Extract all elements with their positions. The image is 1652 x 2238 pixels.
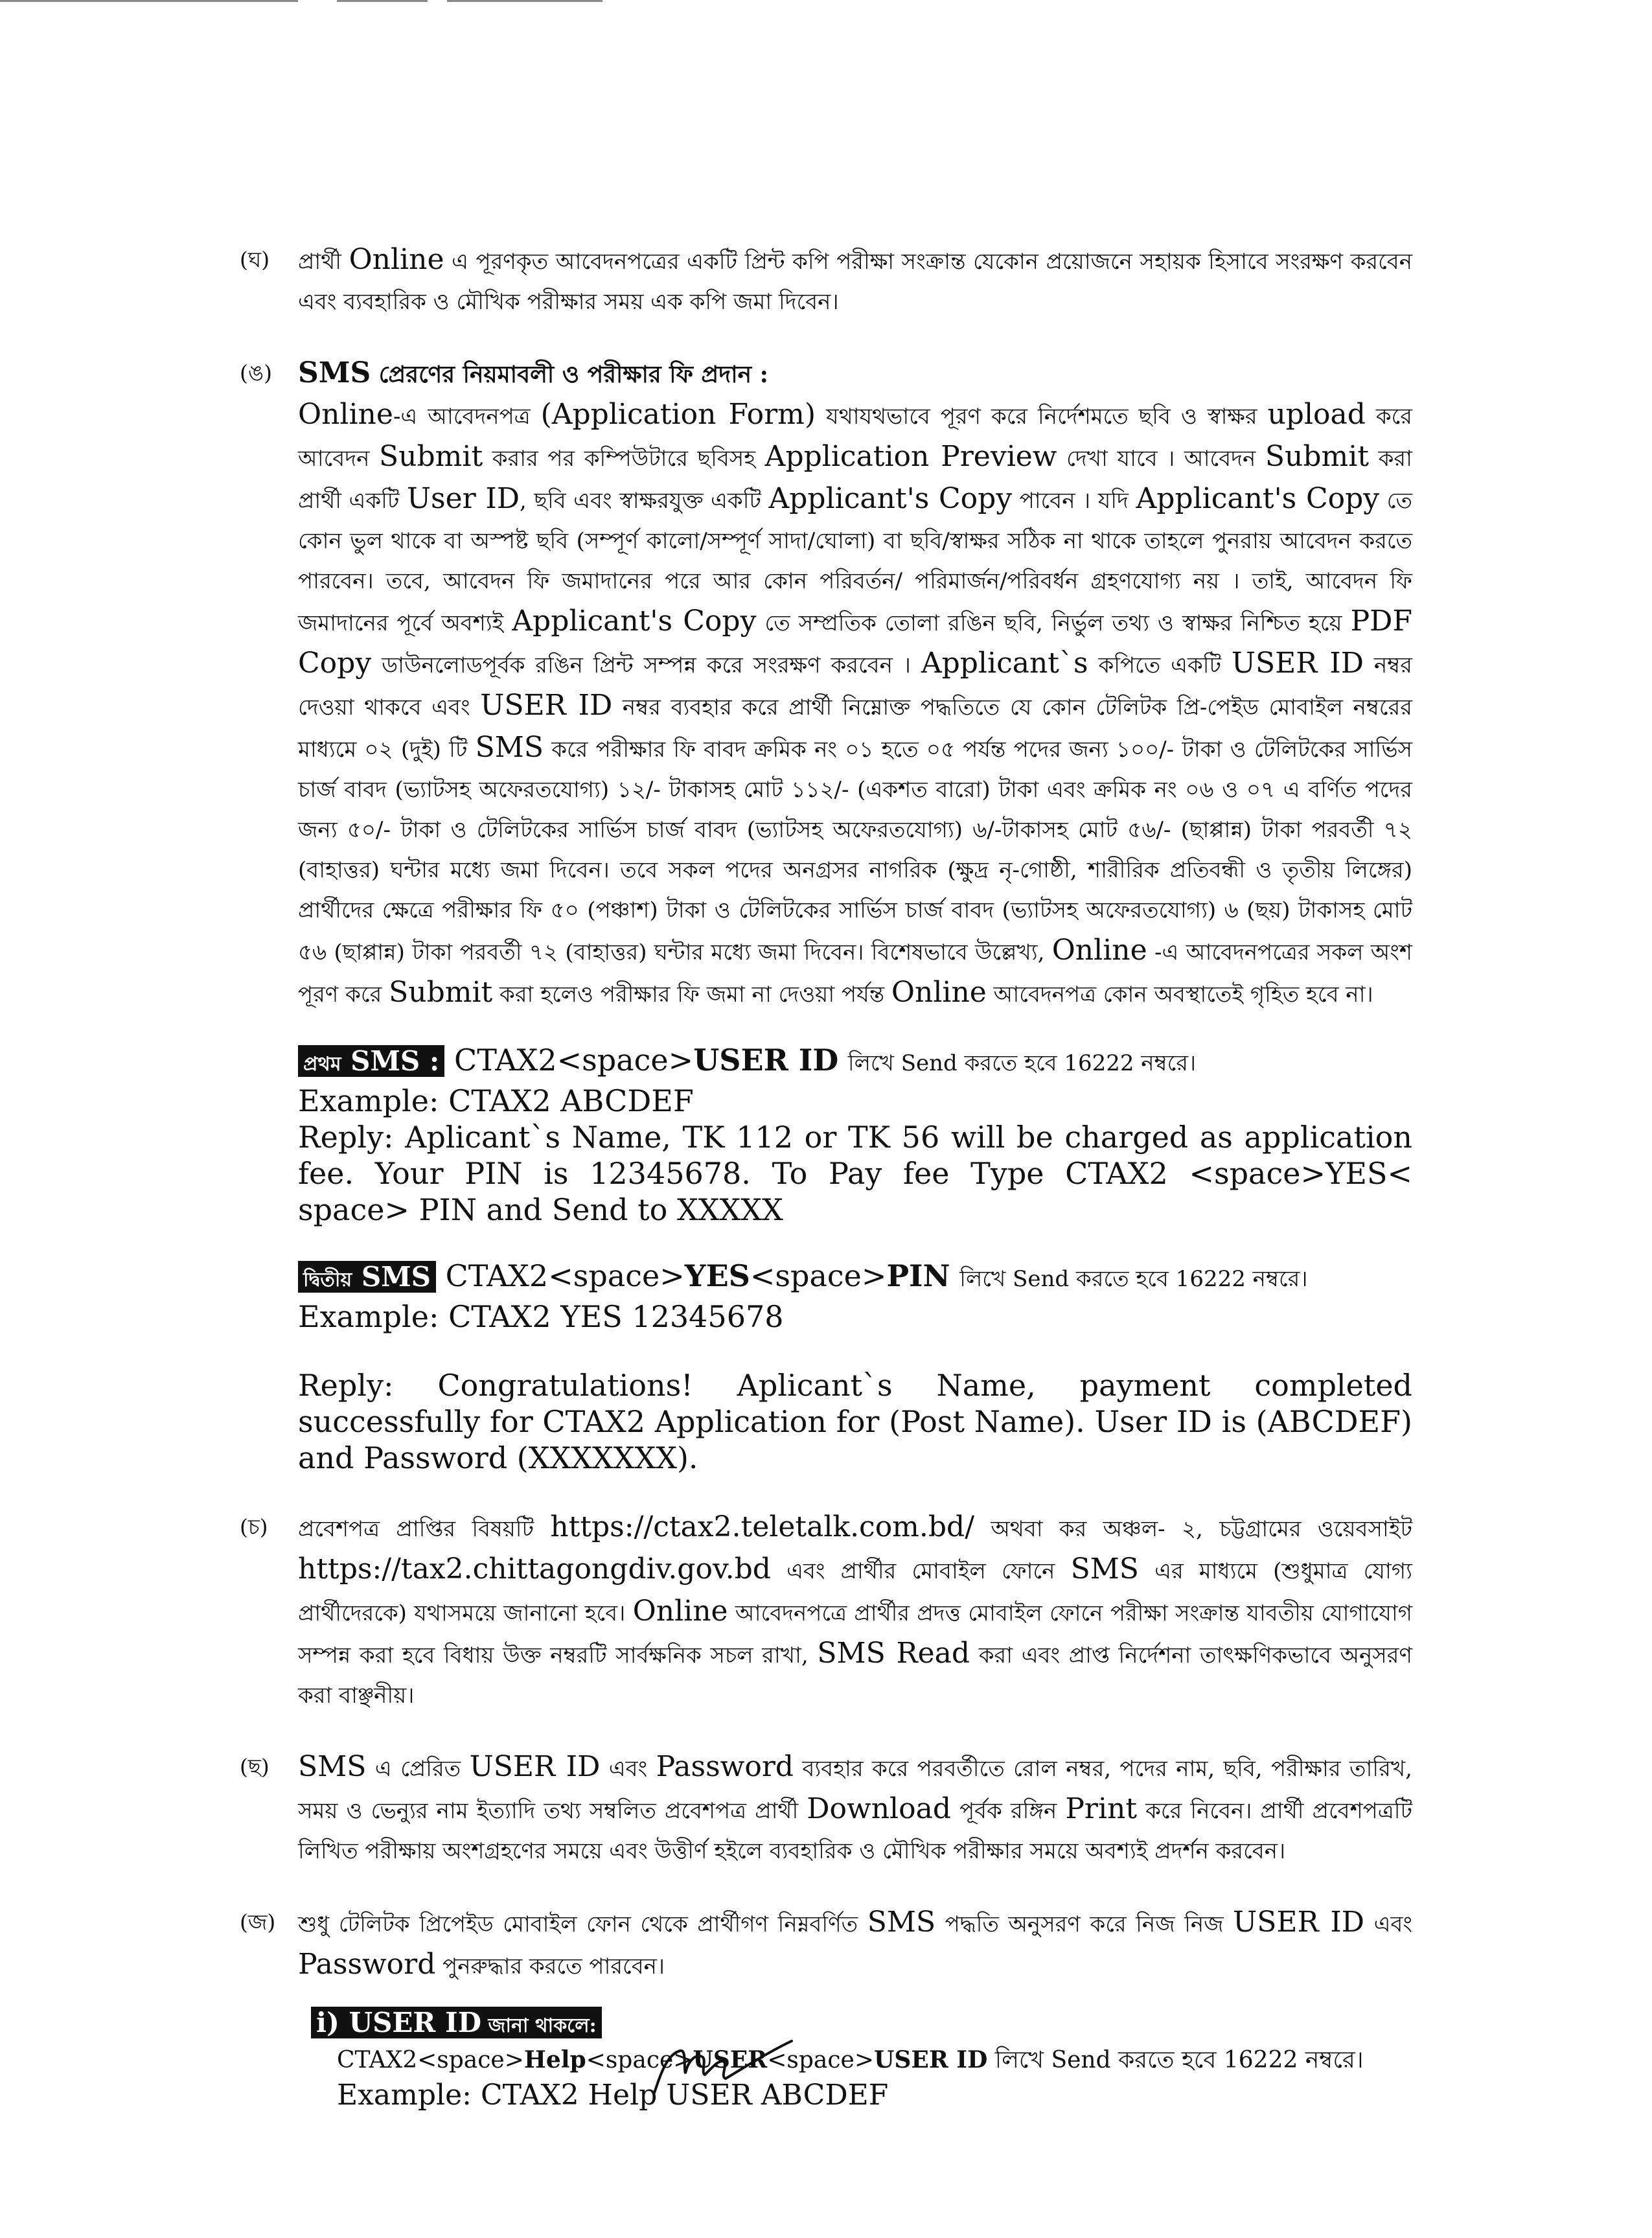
clause-chha <box>240 1747 1412 1871</box>
text-segment: Password <box>656 1750 794 1783</box>
text-segment: Online <box>632 1595 728 1628</box>
sms-reply: Reply: Aplicant`s Name, TK 112 or TK 56 will be charged as application fee. Your PIN is 12345678. To Pay fee Type CTAX2 <space>YES< space> PIN and Send to XXXXX <box>298 1120 1412 1227</box>
clause-uma <box>240 353 1412 1015</box>
clause-cha <box>240 1507 1412 1716</box>
text-segment: করা এবং প্রাপ্ত নির্দেশনা তাৎক্ষণিকভাবে অনুসরণ করা বাঞ্ছনীয়। <box>298 1643 1413 1709</box>
clause-marker: (ঙ) <box>240 360 272 386</box>
text-segment: এ প্রেরিত <box>366 1756 470 1782</box>
text-segment: আবেদনপত্রে প্রার্থীর প্রদত্ত মোবাইল ফোনে পরীক্ষা সংক্রান্ত যাবতীয় যোগাযোগ সম্পন্ন করা হবে বিধায় উক্ত নম্বরটি সার্বক্ষনিক সচল রাখা, <box>298 1600 1412 1668</box>
user-id-known-tag: i) USER ID জানা থাকলে: <box>311 2007 602 2038</box>
text-segment: প্রেরণের নিয়মাবলী ও পরীক্ষার ফি প্রদান : <box>371 361 768 388</box>
text-segment: এবং <box>1364 1911 1413 1937</box>
text-segment: করে নিবেন। প্রার্থী প্রবেশপত্রটি লিখিত পরীক্ষায় অংশগ্রহণের সময়ে এবং উত্তীর্ণ হইলে ব্যবহারিক ও মৌখিক পরীক্ষার সময়ে অবশ্যই প্রদর্শন করবেন। <box>298 1798 1412 1864</box>
text-segment: (Application Form) <box>540 398 816 431</box>
section-heading <box>298 353 1412 395</box>
clause-ja <box>240 1902 1412 1987</box>
text-segment: User ID <box>406 482 520 515</box>
text-segment: SMS Read <box>817 1637 970 1670</box>
clause-text <box>298 1747 1412 1871</box>
clause-marker: (ঘ) <box>240 247 270 272</box>
text-segment: যথাযথভাবে পূরণ করে নির্দেশমতে ছবি ও স্বাক্ষর <box>816 404 1268 430</box>
text-segment: নম্বর দেওয়া থাকবে এবং <box>298 652 1413 721</box>
text-segment: Online <box>891 976 987 1009</box>
text-segment: , ছবি এবং স্বাক্ষরযুক্ত একটি <box>520 488 769 514</box>
text-segment: করার পর কম্পিউটারে ছবিসহ <box>483 446 765 472</box>
text-segment: পাবেন । যদি <box>1012 488 1136 514</box>
text-segment: Password <box>298 1948 436 1981</box>
text-segment: আবেদনপত্র কোন অবস্থাতেই গৃহিত হবে না। <box>986 982 1373 1008</box>
clause-text <box>298 395 1412 1015</box>
text-segment: ডাউনলোডপূর্বক রঙিন প্রিন্ট সম্পন্ন করে সংরক্ষণ করবেন । <box>371 652 921 678</box>
clause-marker: (ছ) <box>240 1754 270 1779</box>
sms-send-instruction: লিখে Send করতে হবে 16222 নম্বরে। <box>959 1266 1308 1292</box>
second-sms-tag: দ্বিতীয় SMS <box>298 1261 436 1293</box>
text-segment: https://ctax2.teletalk.com.bd/ <box>550 1510 975 1543</box>
text-segment: Applicant's Copy <box>768 482 1013 515</box>
text-segment: পুনরুদ্ধার করতে পারবেন। <box>435 1954 665 1979</box>
text-segment: Online <box>349 243 444 276</box>
text-segment: https://tax2.chittagongdiv.gov.bd <box>298 1552 771 1586</box>
text-segment: USER ID <box>480 689 613 722</box>
sms-example: Example: CTAX2 ABCDEF <box>298 1083 694 1118</box>
text-segment: Online <box>298 398 393 431</box>
sms-command: CTAX2<space>Help<space>USER<space>USER ID লিখে Send করতে হবে 16222 নম্বরে। <box>337 2046 1364 2073</box>
sms-reply: Reply: Congratulations! Aplicant`s Name, payment completed successfully for CTAX2 Application for (Post Name). User ID is (ABCDEF) and Password (XXXXXXX). <box>298 1368 1412 1475</box>
second-sms-block <box>298 1258 1412 1476</box>
text-segment: এবং প্রার্থীর মোবাইল ফোনে <box>770 1558 1071 1584</box>
sms-example: Example: CTAX2 Help USER ABCDEF <box>337 2079 889 2112</box>
text-segment: SMS <box>475 731 544 764</box>
text-segment: Submit <box>379 440 483 473</box>
text-segment: Application Preview <box>764 440 1057 473</box>
text-segment: USER ID <box>1231 647 1364 680</box>
text-segment: তে কোন ভুল থাকে বা অস্পষ্ট ছবি (সম্পূর্ণ কালো/সম্পূর্ণ সাদা/ঘোলা) বা ছবি/স্বাক্ষর সঠিক না থাকে তাহলে পুনরায় আবেদন করতে পারবেন। তবে, আবেদন ফি জমাদানের পরে আর কোন পরিবর্তন/ পরিমার্জন/পরিবর্ধন গ্রহণযোগ্য নয় । তাই, আবেদন ফি জমাদানের পূর্বে অবশ্যই <box>298 488 1412 636</box>
text-segment: Online <box>1051 934 1147 967</box>
scan-edge-mark <box>0 0 298 2</box>
document-page <box>240 240 1412 2114</box>
scan-edge-mark <box>337 0 428 2</box>
text-segment: SMS <box>298 356 371 389</box>
text-segment: ব্যবহার করে পরবর্তীতে রোল নম্বর, পদের নাম, ছবি, পরীক্ষার তারিখ, সময় ও ভেন্যুর নাম ইত্যাদি তথ্য সম্বলিত প্রবেশপত্র প্রার্থী <box>298 1756 1412 1824</box>
text-segment: Submit <box>389 976 493 1009</box>
text-segment: Applicant`s <box>921 647 1088 680</box>
text-segment: USER ID <box>1233 1906 1365 1939</box>
text-segment: Submit <box>1265 440 1370 473</box>
text-segment: কপিতে একটি <box>1088 652 1232 678</box>
text-segment: SMS <box>867 1906 936 1939</box>
text-segment: -এ আবেদনপত্রের সকল অংশ পূরণ করে <box>298 940 1413 1008</box>
sms-command: CTAX2<space>YES<space>PIN <box>445 1258 950 1293</box>
clause-text <box>298 1507 1412 1716</box>
text-segment: Applicant's Copy <box>512 605 757 638</box>
sms-example: Example: CTAX2 YES 12345678 <box>298 1299 784 1334</box>
clause-marker: (চ) <box>240 1514 268 1540</box>
scan-edge-mark <box>447 0 602 2</box>
text-segment: অথবা কর অঞ্চল- ২, চট্টগ্রামের ওয়েবসাইট <box>974 1516 1412 1542</box>
text-segment: Applicant's Copy <box>1136 482 1380 515</box>
text-segment: এর মাধ্যমে (শুধুমাত্র যোগ্য প্রার্থীদেরকে) যথাসময়ে জানানো হবে। <box>298 1558 1412 1626</box>
text-segment: দেখা যাবে । আবেদন <box>1057 446 1265 472</box>
text-segment: Print <box>1065 1792 1138 1825</box>
text-segment: প্রবেশপত্র প্রাপ্তির বিষয়টি <box>298 1516 551 1542</box>
text-segment: করে পরীক্ষার ফি বাবদ ক্রমিক নং ০১ হতে ০৫ পর্যন্ত পদের জন্য ১০০/- টাকা ও টেলিটকের সার্ভিস চার্জ বাবদ (ভ্যাটসহ অফেরতযোগ্য) ১২/- টাকাসহ মোট ১১২/- (একশত বারো) টাকা এবং ক্রমিক নং ০৬ ও ০৭ এ বর্ণিত পদের জন্য ৫০/- টাকা ও টেলিটকের সার্ভিস চার্জ বাবদ (ভ্যাটসহ অফেরতযোগ্য) ৬/-টাকাসহ মোট ৫৬/- (ছাপ্পান্ন) টাকা পরবর্তী ৭২ (বাহাত্তর) ঘন্টার মধ্যে জমা দিবেন। তবে সকল পদের অনগ্রসর নাগরিক (ক্ষুদ্র নৃ-গোষ্ঠী, শারীরিক প্রতিবন্ধী ও তৃতীয় লিঙ্গের) প্রার্থীদের ক্ষেত্রে পরীক্ষার ফি ৫০ (পঞ্চাশ) টাকা ও টেলিটকের সার্ভিস চার্জ বাবদ (ভ্যাটসহ অফেরতযোগ্য) ৬ (ছয়) টাকাসহ মোট ৫৬ (ছাপ্পান্ন) টাকা পরবর্তী ৭২ (বাহাত্তর) ঘন্টার মধ্যে জমা দিবেন। বিশেষভাবে উল্লেখ্য, <box>298 737 1412 965</box>
text-segment: করা প্রার্থী একটি <box>298 446 1412 514</box>
sms-command: CTAX2<space>USER ID <box>454 1043 839 1078</box>
text-segment: করা হলেও পরীক্ষার ফি জমা না দেওয়া পর্যন্ত <box>492 982 891 1008</box>
clause-marker: (জ) <box>240 1909 276 1935</box>
text-segment: পূর্বক রঙ্গিন <box>951 1798 1066 1824</box>
text-segment: upload <box>1267 398 1366 431</box>
text-segment: SMS <box>1070 1552 1139 1586</box>
text-segment: -এ আবেদনপত্র <box>393 404 541 430</box>
clause-text <box>298 240 1412 322</box>
text-segment: Download <box>807 1792 951 1825</box>
first-sms-tag: প্রথম SMS : <box>298 1045 444 1077</box>
text-segment: তে সম্প্রতিক তোলা রঙিন ছবি, নির্ভুল তথ্য ও স্বাক্ষর নিশ্চিত হয়ে <box>756 610 1351 636</box>
text-segment: USER ID <box>469 1750 601 1783</box>
clause-text <box>298 1902 1412 1987</box>
text-segment: এবং <box>600 1756 656 1782</box>
text-segment: প্রার্থী <box>298 249 349 275</box>
text-segment: শুধু টেলিটক প্রিপেইড মোবাইল ফোন থেকে প্রার্থীগণ নিম্নবর্ণিত <box>298 1911 867 1937</box>
text-segment: এ পূরণকৃত আবেদনপত্রের একটি প্রিন্ট কপি পরীক্ষা সংক্রান্ত যেকোন প্রয়োজনে সহায়ক হিসাবে সংরক্ষণ করবেন এবং ব্যবহারিক ও মৌখিক পরীক্ষার সময় এক কপি জমা দিবেন। <box>298 249 1412 315</box>
text-segment: PDF Copy <box>298 605 1412 680</box>
first-sms-block <box>298 1042 1412 1228</box>
text-segment: করে আবেদন <box>298 404 1412 472</box>
signature-mark <box>648 2028 797 2099</box>
text-segment: SMS <box>298 1750 367 1783</box>
clause-gha <box>240 240 1412 322</box>
text-segment: পদ্ধতি অনুসরণ করে নিজ নিজ <box>935 1911 1233 1937</box>
sms-send-instruction: লিখে Send করতে হবে 16222 নম্বরে। <box>847 1050 1197 1076</box>
user-id-known-block <box>311 2006 1412 2114</box>
text-segment: নম্বর ব্যবহার করে প্রার্থী নিম্নোক্ত পদ্ধতিতে যে কোন টেলিটক প্রি-পেইড মোবাইল নম্বরের মাধ্যমে ০২ (দুই) টি <box>298 695 1413 763</box>
